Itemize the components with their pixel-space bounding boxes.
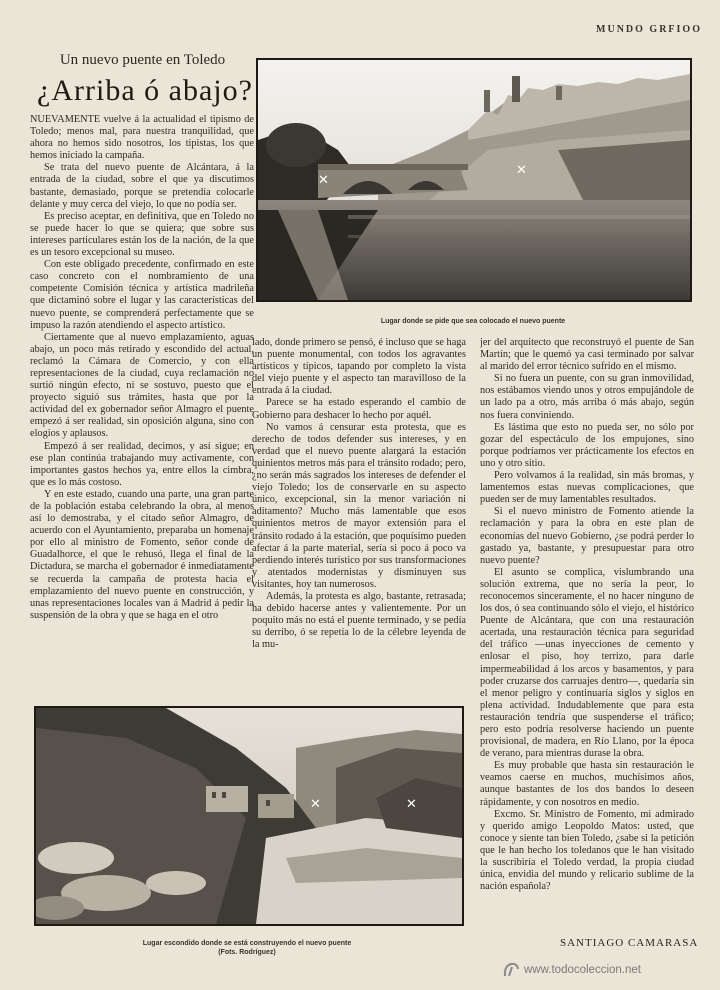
construction-site-photo bbox=[36, 708, 462, 924]
paragraph: Y en este estado, cuando una parte, una gran parte de la población estaba celebrando la obra, al menos así lo demostraba, y el citado señor Almagro, de acuerdo con el Ayuntamiento, preparaba un homenaje por ello al ministro de Fomento, señor conde de Guadalhorce, el que le rehusó, llega el final de la Dictadura, se marcha el gobernador é inmediatamente se recuerda la campaña de protesta hacia el emplazamiento del nuevo puente en construcción, y unas representaciones locales van á Madrid á pedir la suspensión de la obra y que se haga en el otro bbox=[30, 488, 254, 621]
paragraph: El asunto se complica, vislumbrando una solución extrema, que no sería la peor, lo reconocemos sinceramente, el no hacer ninguno de los dos, ó sea continuando sólo el viejo, el histórico Puente de Alcántara, que con una restauración acertada, una restauración técnica para seguridad del tráfico —unas inyecciones de cemento y enlosar el piso, hoy terrizo, para darle impermeabilidad á los arcos y basamentos, y para poder cruzarse dos carruajes dentro—, quedaría sin el menor peligro y continuaría siglos y siglos en plena actividad. Indudablemente que para esta restauración tendría que suspenderse el tráfico; pero esto podría resolverse haciendo un puente provisional, de madera, en Río Llano, por la época de verano, para mientras durase la obra. bbox=[480, 566, 694, 760]
photo-caption-2: Lugar escondido donde se está construyendo el nuevo puente bbox=[142, 940, 352, 947]
photo-credit: (Fots. Rodríguez) bbox=[218, 949, 276, 956]
todocoleccion-logo-icon bbox=[502, 961, 520, 979]
paragraph: Si el nuevo ministro de Fomento atiende la reclamación y para la obra en este plan de economías del nuevo Gobierno, ¿se podrá perder lo gastado ya, bastante, y presupuestar para otro nuevo puente? bbox=[480, 506, 694, 566]
footer-url[interactable]: www.todocoleccion.net bbox=[524, 964, 641, 976]
author-signature: SANTIAGO CAMARASA bbox=[560, 937, 699, 949]
paragraph: Se trata del nuevo puente de Alcántara, á la entrada de la ciudad, sobre el que ya discutimos bastante, demasiado, porque se pretendía colocarle delante y muy cerca del viejo, lo que no podía ser. bbox=[30, 162, 254, 210]
paragraph: Es preciso aceptar, en definitiva, que en Toledo no se puede hacer lo que se quiera; que sobre sus intereses particulares están los de la nación, de la que es un tesoro excepcional su museo. bbox=[30, 210, 254, 259]
paragraph: Excmo. Sr. Ministro de Fomento, mi admirado y querido amigo Leopoldo Matos: usted, que conoce y siente tan bien Toledo, ¿sabe si la petición que le han hecho los toledanos que le han visitado la suscribiría el Toledo verdad, la propia ciudad única, envidia del mundo y relicario sublime de la nación española? bbox=[480, 808, 694, 893]
article-kicker: Un nuevo puente en Toledo bbox=[59, 52, 226, 68]
paragraph: Si no fuera un puente, con su gran inmovilidad, nos estábamos viendo unos y otros empujándole de un lado pa a otro, más arriba ó más abajo, según nos fuera conviniendo. bbox=[480, 373, 694, 421]
paragraph: No vamos á censurar esta protesta, que es derecho de todos defender sus intereses, y en verdad que el nuevo puente alargará la estación quinientos metros más para el tránsito rodado; pero, ¿no serán más sagrados los intereses de defender el viejo Toledo; los de conservarle en su aspecto único, excepcional, sin la menor variación ni aditamento? Mucho más lamentable que esos quinientos metros de mayor extensión para el tránsito rodado á la estación, que poquísimo pueden afectar á la parte material, sería si poco á poco va perdiendo interés turístico por sus transformaciones y atentados modernistas y disminuyen sus visitantes, hoy tan numerosos. bbox=[252, 421, 466, 590]
paragraph: lado, donde primero se pensó, é incluso que se haga un puente monumental, con todos los agravantes artísticos y típicos, tapando por completo la vista del viejo puente y el aspecto tan maravilloso de la entrada á la ciudad. bbox=[252, 337, 466, 397]
text-column-1 bbox=[30, 114, 254, 704]
masthead: MUNDO GRFIOO bbox=[596, 24, 702, 35]
paragraph: Pero volvamos á la realidad, sin más bromas, y lamentemos estas nuevas complicaciones, que pueden ser de muy lamentables resultados. bbox=[480, 470, 694, 506]
article-headline: ¿Arriba ó abajo? bbox=[37, 74, 253, 107]
paragraph: Es lástima que esto no pueda ser, no sólo por gozar del espectáculo de los empujones, sino porque podríamos ver prácticamente los efectos en uno y otro sitio. bbox=[480, 421, 694, 469]
photo-caption-1: Lugar donde se pide que sea colocado el nuevo puente bbox=[380, 318, 566, 325]
paragraph: Con este obligado precedente, confirmado en este caso concreto con el nombramiento de una competente Comisión técnica y artística madrileña que dictaminó sobre el lugar y las características del nuevo puente, se comprenderá perfectamente que se impuso la razón atendiendo el aspecto artístico. bbox=[30, 259, 254, 331]
toledo-bridge-photo bbox=[258, 60, 690, 300]
paragraph: Además, la protesta es algo, bastante, retrasada; ha debido hacerse antes y valientemente. Por un poquito más no está el puente terminado, y se pedía su derribo, ó se repetía lo de la célebre leyenda de la mu- bbox=[252, 590, 466, 651]
paragraph: NUEVAMENTE vuelve á la actualidad el tipismo de Toledo; menos mal, para nuestra tranquilidad, que ahora no hemos sido nosotros, los tipistas, los que hemos iniciado la campaña. bbox=[30, 114, 254, 162]
x-mark-icon: ✕ bbox=[406, 797, 417, 812]
x-mark-icon: ✕ bbox=[310, 797, 321, 812]
paragraph: Es muy probable que hasta sin restauración le veamos caerse en muchos, muchísimos años, aunque bastantes de los dos bandos lo deseen rápidamente, y con nosotros en medio. bbox=[480, 760, 694, 808]
paragraph: Empezó á ser realidad, decimos, y así sigue; en ese plan continúa trabajando muy activamente, con importantes gastos hechos ya, entre ellos la cimbra, que es lo más costoso. bbox=[30, 440, 254, 488]
x-mark-icon: ✕ bbox=[516, 163, 527, 178]
paragraph: Ciertamente que al nuevo emplazamiento, aguas abajo, un poco más retirado y escondido del actual, reclamó la Cámara de Comercio, y con ella representaciones de la ciudad, cuya reclamación no surtió ningún efecto, ni se sostuvo, puesto que el proyecto siguió sus trámites, hasta que por la actividad del ex gobernador señor Almagro el puente empezó á ser realidad, sin oposición alguna, sino con elogios y aplausos. bbox=[30, 331, 254, 440]
paragraph: Parece se ha estado esperando el cambio de Gobierno para deshacer lo hecho por aquél. bbox=[252, 397, 466, 421]
x-mark-icon: ✕ bbox=[318, 173, 329, 188]
text-column-3 bbox=[480, 337, 694, 947]
text-column-2 bbox=[252, 337, 466, 702]
watermark-footer[interactable] bbox=[502, 960, 707, 980]
photo-construction-site bbox=[34, 706, 464, 926]
photo-toledo-bridge bbox=[256, 58, 692, 302]
paragraph: jer del arquitecto que reconstruyó el puente de San Martín; que le quemó ya casi terminado por salvar al marido del error técnico sufrido en el mismo. bbox=[480, 337, 694, 373]
